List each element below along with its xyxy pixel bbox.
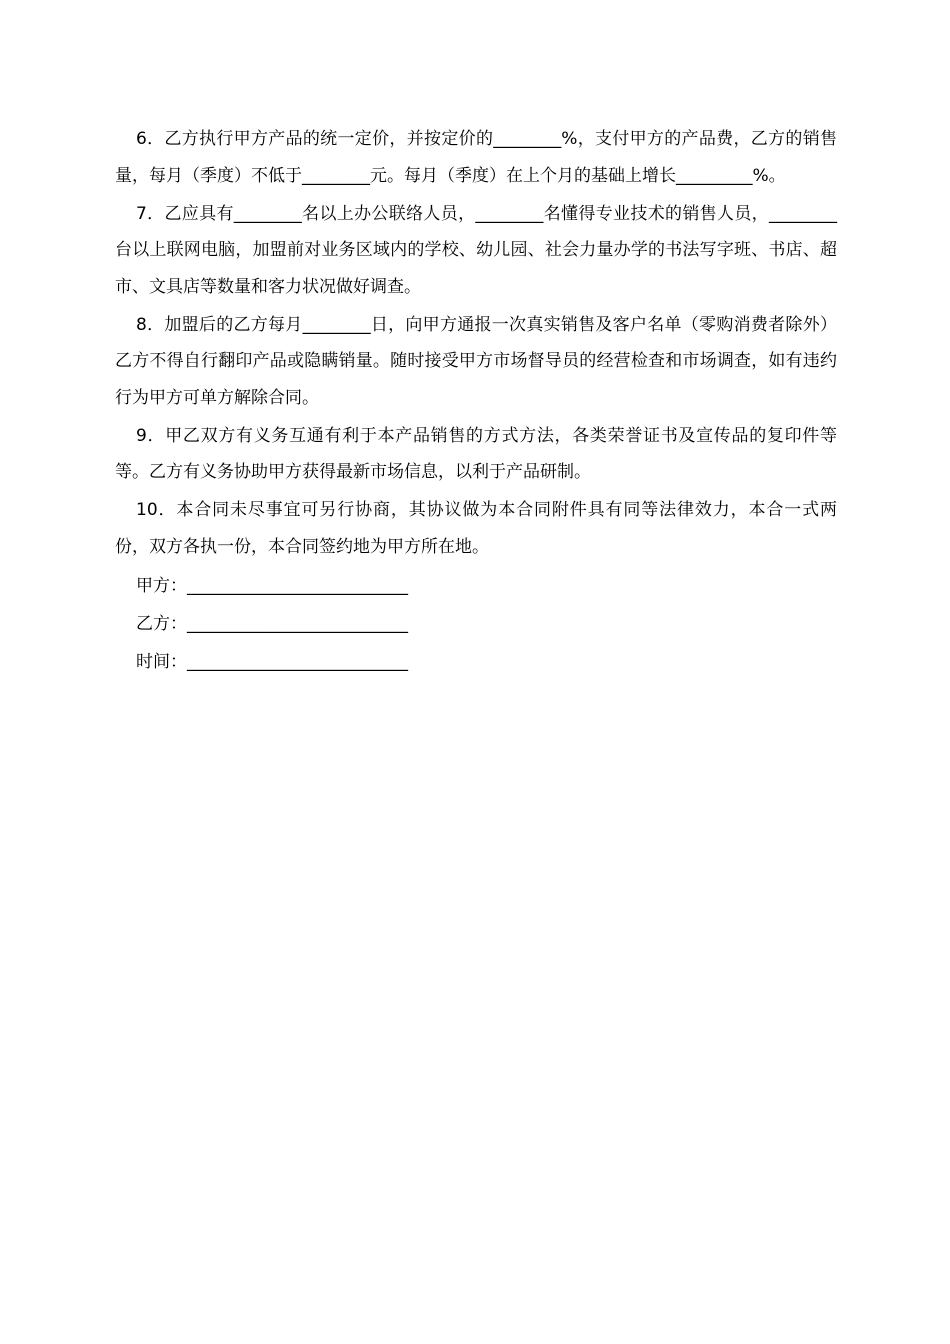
signature-block (115, 567, 837, 681)
clause-6: 6．乙方执行甲方产品的统一定价，并按定价的________%，支付甲方的产品费，乙方的销售量，每月（季度）不低于________元。每月（季度）在上个月的基础上增长_________%。 (115, 129, 837, 186)
date-signature-line: 时间：__________________________ (136, 651, 408, 672)
party-a-signature-line: 甲方：__________________________ (136, 575, 408, 596)
clause-9: 9．甲乙双方有义务互通有利于本产品销售的方式方法，各类荣誉证书及宣传品的复印件等等。乙方有义务协助甲方获得最新市场信息，以利于产品研制。 (115, 425, 837, 482)
party-b-signature-line: 乙方：__________________________ (136, 613, 408, 634)
clause-7: 7．乙应具有________名以上办公联络人员，________名懂得专业技术的销售人员，________台以上联网电脑，加盟前对业务区域内的学校、幼儿园、社会力量办学的书法写字班、书店、超市、文具店等数量和客力状况做好调查。 (115, 203, 837, 297)
contract-body (115, 121, 837, 681)
clause-10: 10．本合同未尽事宜可另行协商，其协议做为本合同附件具有同等法律效力，本合一式两份，双方各执一份，本合同签约地为甲方所在地。 (115, 500, 837, 557)
clause-8: 8．加盟后的乙方每月________日，向甲方通报一次真实销售及客户名单（零购消费者除外）乙方不得自行翻印产品或隐瞒销量。随时接受甲方市场督导员的经营检查和市场调查，如有违约行为甲方可单方解除合同。 (115, 314, 837, 408)
